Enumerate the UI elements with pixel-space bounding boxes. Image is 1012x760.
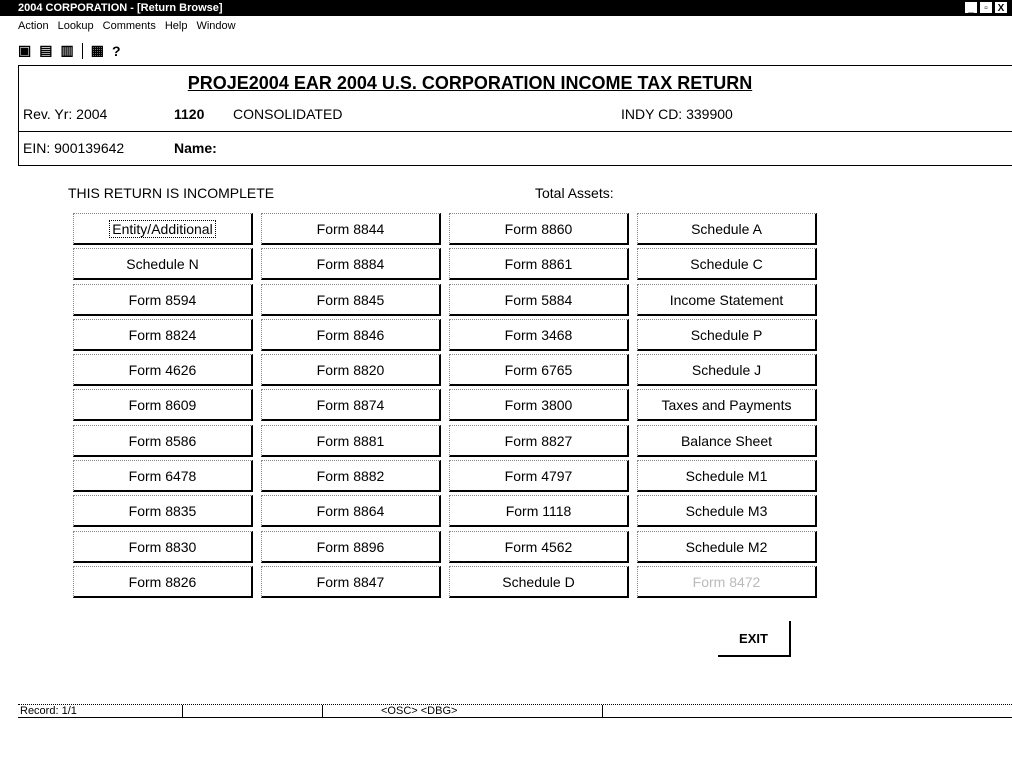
button-label: Form 1118 [505, 503, 572, 520]
close-button[interactable]: X [994, 1, 1008, 14]
button-label: Form 8874 [316, 397, 385, 414]
button-label: Form 4626 [128, 362, 197, 379]
form-button-form-8586[interactable] [73, 425, 253, 457]
form-button-form-8896[interactable] [261, 531, 441, 563]
form-button-grid [73, 213, 817, 598]
menu-window[interactable]: Window [196, 20, 236, 32]
button-label: Form 8472 [692, 573, 761, 590]
consolidated-label: CONSOLIDATED [233, 106, 343, 122]
button-label: Form 8896 [316, 538, 385, 555]
return-status: THIS RETURN IS INCOMPLETE [68, 185, 275, 201]
form-button-form-8824[interactable] [73, 319, 253, 351]
name-label: Name: [174, 140, 217, 156]
form-button-form-8846[interactable] [261, 319, 441, 351]
form-button-schedule-p[interactable] [637, 319, 817, 351]
form-button-schedule-d[interactable] [449, 566, 629, 598]
form-button-schedule-n[interactable] [73, 248, 253, 280]
form-button-form-6478[interactable] [73, 460, 253, 492]
form-button-form-3468[interactable] [449, 319, 629, 351]
menu-help[interactable]: Help [164, 20, 188, 32]
divider [18, 131, 1012, 132]
button-label: Schedule J [691, 362, 762, 379]
button-label: Form 8824 [128, 326, 197, 343]
form-number: 1120 [174, 106, 205, 122]
button-label: Schedule M1 [685, 468, 768, 485]
button-label: Schedule M2 [685, 538, 768, 555]
form-button-entity-additional[interactable] [73, 213, 253, 245]
total-assets-label: Total Assets: [535, 185, 614, 201]
form-button-form-8884[interactable] [261, 248, 441, 280]
button-label: Form 8884 [316, 256, 385, 273]
button-label: Form 8845 [316, 291, 385, 308]
button-label: Taxes and Payments [661, 397, 792, 414]
button-label: Schedule C [690, 256, 763, 273]
minimize-button[interactable]: _ [964, 1, 978, 14]
form-button-schedule-c[interactable] [637, 248, 817, 280]
save-icon[interactable]: ▣ [18, 42, 32, 58]
form-button-form-8609[interactable] [73, 389, 253, 421]
menu-comments[interactable]: Comments [102, 20, 156, 32]
form-button-form-8472 [637, 566, 817, 598]
button-label: Form 8586 [128, 432, 197, 449]
button-label: Form 6765 [504, 362, 573, 379]
print-copy-icon[interactable]: ▥ [60, 42, 74, 58]
page-title: PROJE2004 EAR 2004 U.S. CORPORATION INCOME TAX RETURN [187, 73, 753, 93]
button-label: Form 8846 [316, 326, 385, 343]
button-label: Schedule A [691, 221, 762, 237]
button-label: Schedule P [690, 326, 763, 343]
divider [18, 165, 1012, 166]
form-button-form-8844[interactable] [261, 213, 441, 245]
form-button-form-3800[interactable] [449, 389, 629, 421]
form-button-form-8874[interactable] [261, 389, 441, 421]
button-label: Form 5884 [504, 291, 573, 308]
form-button-balance-sheet[interactable] [637, 425, 817, 457]
button-label: Form 8609 [128, 397, 197, 414]
button-label: Form 8881 [316, 432, 385, 449]
form-button-schedule-m1[interactable] [637, 460, 817, 492]
form-button-schedule-m2[interactable] [637, 531, 817, 563]
button-label: Balance Sheet [680, 432, 773, 449]
button-label: Form 8861 [504, 256, 573, 273]
form-button-form-6765[interactable] [449, 354, 629, 386]
button-label: Form 4562 [504, 538, 573, 555]
button-label: Schedule D [502, 573, 575, 590]
record-indicator: Record: 1/1 [18, 705, 183, 717]
button-label: Form 8882 [316, 468, 385, 485]
menu-action[interactable]: Action [18, 20, 49, 32]
button-label: Form 8835 [128, 503, 197, 520]
restore-button[interactable]: ▫ [979, 1, 993, 14]
form-button-form-8820[interactable] [261, 354, 441, 386]
button-label: Schedule N [126, 256, 199, 273]
form-button-form-8594[interactable] [73, 284, 253, 316]
toolbar [18, 42, 121, 59]
form-button-form-8847[interactable] [261, 566, 441, 598]
form-button-form-8881[interactable] [261, 425, 441, 457]
form-button-form-4797[interactable] [449, 460, 629, 492]
toolbar-separator [82, 43, 83, 59]
rev-year: Rev. Yr: 2004 [23, 106, 108, 122]
button-label: Form 8826 [128, 573, 197, 590]
form-button-schedule-m3[interactable] [637, 495, 817, 527]
indy-cd: INDY CD: 339900 [621, 106, 733, 122]
button-label: Form 4797 [504, 468, 573, 485]
menu-bar [18, 20, 236, 32]
exit-button[interactable]: EXIT [718, 621, 791, 657]
form-button-form-8835[interactable] [73, 495, 253, 527]
form-button-form-5884[interactable] [449, 284, 629, 316]
button-label: Form 3468 [504, 326, 573, 343]
form-button-income-statement[interactable] [637, 284, 817, 316]
button-label: Form 8830 [128, 538, 197, 555]
button-label: Form 8864 [316, 503, 385, 520]
form-button-form-8864[interactable] [261, 495, 441, 527]
help-icon[interactable]: ? [111, 42, 121, 59]
form-button-form-4626[interactable] [73, 354, 253, 386]
print-icon[interactable]: ▤ [39, 42, 53, 58]
form-button-form-4562[interactable] [449, 531, 629, 563]
button-label: Entity/Additional [112, 221, 213, 237]
form-button-form-8861[interactable] [449, 248, 629, 280]
form-button-schedule-j[interactable] [637, 354, 817, 386]
title-bar [0, 0, 1012, 16]
window-title: 2004 CORPORATION - [Return Browse] [18, 2, 223, 14]
button-label: Form 6478 [128, 468, 197, 485]
button-label: Form 8844 [316, 221, 385, 237]
form-button-schedule-a[interactable] [637, 213, 817, 245]
form-button-form-8845[interactable] [261, 284, 441, 316]
form-button-form-1118[interactable] [449, 495, 629, 527]
divider [18, 65, 1012, 66]
button-label: Form 8594 [128, 291, 197, 308]
ein: EIN: 900139642 [23, 140, 125, 156]
form-button-form-8826[interactable] [73, 566, 253, 598]
button-label: Income Statement [669, 291, 784, 308]
button-label: Form 8820 [316, 362, 385, 379]
book-icon[interactable]: ▦ [90, 42, 104, 58]
status-bar [18, 704, 1012, 718]
form-button-form-8882[interactable] [261, 460, 441, 492]
form-button-form-8830[interactable] [73, 531, 253, 563]
button-label: Form 3800 [504, 397, 573, 414]
menu-lookup[interactable]: Lookup [57, 20, 94, 32]
form-button-form-8860[interactable] [449, 213, 629, 245]
button-label: Form 8860 [504, 221, 573, 237]
button-label: Schedule M3 [685, 503, 768, 520]
button-label: Form 8827 [504, 432, 573, 449]
form-button-form-8827[interactable] [449, 425, 629, 457]
form-button-taxes-and-payments[interactable] [637, 389, 817, 421]
button-label: Form 8847 [316, 573, 385, 590]
mode-indicator: <OSC> <DBG> [323, 705, 603, 717]
status-blank [183, 705, 323, 717]
